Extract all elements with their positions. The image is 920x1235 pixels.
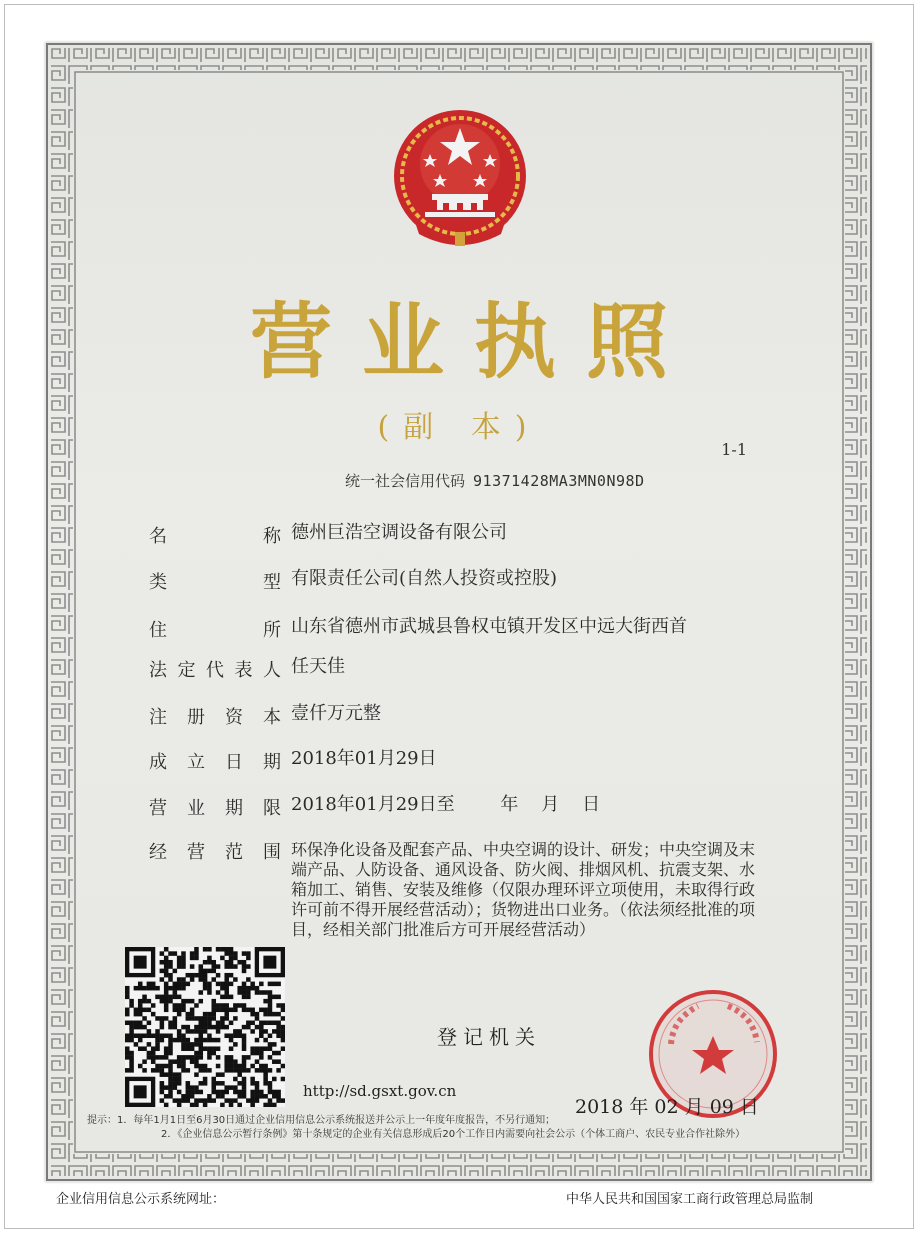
business-license-sheet bbox=[45, 42, 873, 1182]
address-label bbox=[149, 616, 281, 642]
label-char: 本 bbox=[263, 707, 281, 728]
label-char: 称 bbox=[263, 526, 281, 547]
address-value: 山东省德州市武城县鲁权屯镇开发区中远大街西首 bbox=[291, 616, 687, 637]
business-scope-label bbox=[149, 838, 281, 864]
gsxt-url: http://sd.gsxt.gov.cn bbox=[303, 1082, 457, 1100]
copy-serial-number: 1-1 bbox=[721, 440, 747, 459]
label-char: 册 bbox=[187, 707, 205, 728]
registration-date: 2018 年 02 月 09 日 bbox=[575, 1096, 759, 1118]
label-char: 名 bbox=[149, 526, 167, 547]
notice-line-2: 2．《企业信息公示暂行条例》第十条规定的企业有关信息形成后20个工作日内需要向社会公示（个体工商户、农民专业合作社除外） bbox=[161, 1129, 746, 1140]
label-char: 人 bbox=[263, 660, 281, 681]
credit-code-label: 统一社会信用代码 bbox=[345, 472, 466, 490]
national-emblem-icon bbox=[385, 104, 535, 254]
label-char: 日 bbox=[225, 752, 243, 773]
label-char: 资 bbox=[225, 707, 243, 728]
established-date-value: 2018年01月29日 bbox=[291, 748, 437, 769]
legal-representative-label bbox=[149, 656, 281, 682]
label-char: 围 bbox=[263, 842, 281, 863]
label-char: 定 bbox=[177, 660, 196, 681]
company-name-value: 德州巨浩空调设备有限公司 bbox=[291, 522, 507, 543]
label-char: 营 bbox=[187, 842, 205, 863]
label-char: 类 bbox=[149, 572, 167, 593]
label-char: 型 bbox=[263, 572, 281, 593]
label-char: 营 bbox=[149, 798, 167, 819]
established-date-label bbox=[149, 748, 281, 774]
label-char: 立 bbox=[187, 752, 205, 773]
registered-capital-label bbox=[149, 703, 281, 729]
label-char: 期 bbox=[263, 752, 281, 773]
credit-code-value: 91371428MA3MN0N98D bbox=[473, 472, 645, 490]
label-char: 经 bbox=[149, 842, 167, 863]
type-label bbox=[149, 568, 281, 594]
footer-website-label: 企业信用信息公示系统网址： bbox=[56, 1192, 226, 1207]
footer-issuer: 中华人民共和国国家工商行政管理总局监制 bbox=[566, 1192, 814, 1207]
license-title: 营业执照 bbox=[249, 295, 698, 390]
qr-code-icon[interactable] bbox=[125, 947, 285, 1107]
label-char: 注 bbox=[149, 707, 167, 728]
business-scope-value: 环保净化设备及配套产品、中央空调的设计、研发；中央空调及末端产品、人防设备、通风设备、防火阀、排烟风机、抗震支架、水箱加工、销售、安装及维修（仅限办理环评立项使用，未取得行政许可前不得开展经营活动）；货物进出口业务。（依法须经批准的项目，经相关部门批准后方可开展经营活动） bbox=[291, 840, 756, 939]
notice-line-1: 提示：1．每年1月1日至6月30日通过企业信用信息公示系统报送并公示上一年度年度报告，不另行通知； bbox=[87, 1115, 556, 1126]
label-char: 业 bbox=[187, 798, 205, 819]
license-subtitle: (副 本) bbox=[377, 410, 541, 445]
registered-capital-value: 壹仟万元整 bbox=[291, 703, 381, 724]
label-char: 住 bbox=[149, 620, 167, 641]
label-char: 表 bbox=[234, 660, 253, 681]
label-char: 法 bbox=[149, 660, 167, 681]
label-char: 期 bbox=[225, 798, 243, 819]
label-char: 限 bbox=[263, 798, 281, 819]
notice-text bbox=[87, 1114, 842, 1142]
business-term-label bbox=[149, 794, 281, 820]
label-char: 所 bbox=[263, 620, 281, 641]
label-char: 成 bbox=[149, 752, 167, 773]
label-char: 范 bbox=[225, 842, 243, 863]
registration-authority-label: 登记机关 bbox=[437, 1025, 541, 1049]
label-char: 代 bbox=[206, 660, 224, 681]
credit-code-line bbox=[345, 470, 645, 491]
legal-representative-value: 任天佳 bbox=[291, 656, 345, 677]
company-type-value: 有限责任公司(自然人投资或控股) bbox=[291, 568, 558, 589]
name-label bbox=[149, 522, 281, 548]
business-term-value: 2018年01月29日至 年 月 日 bbox=[291, 794, 601, 815]
